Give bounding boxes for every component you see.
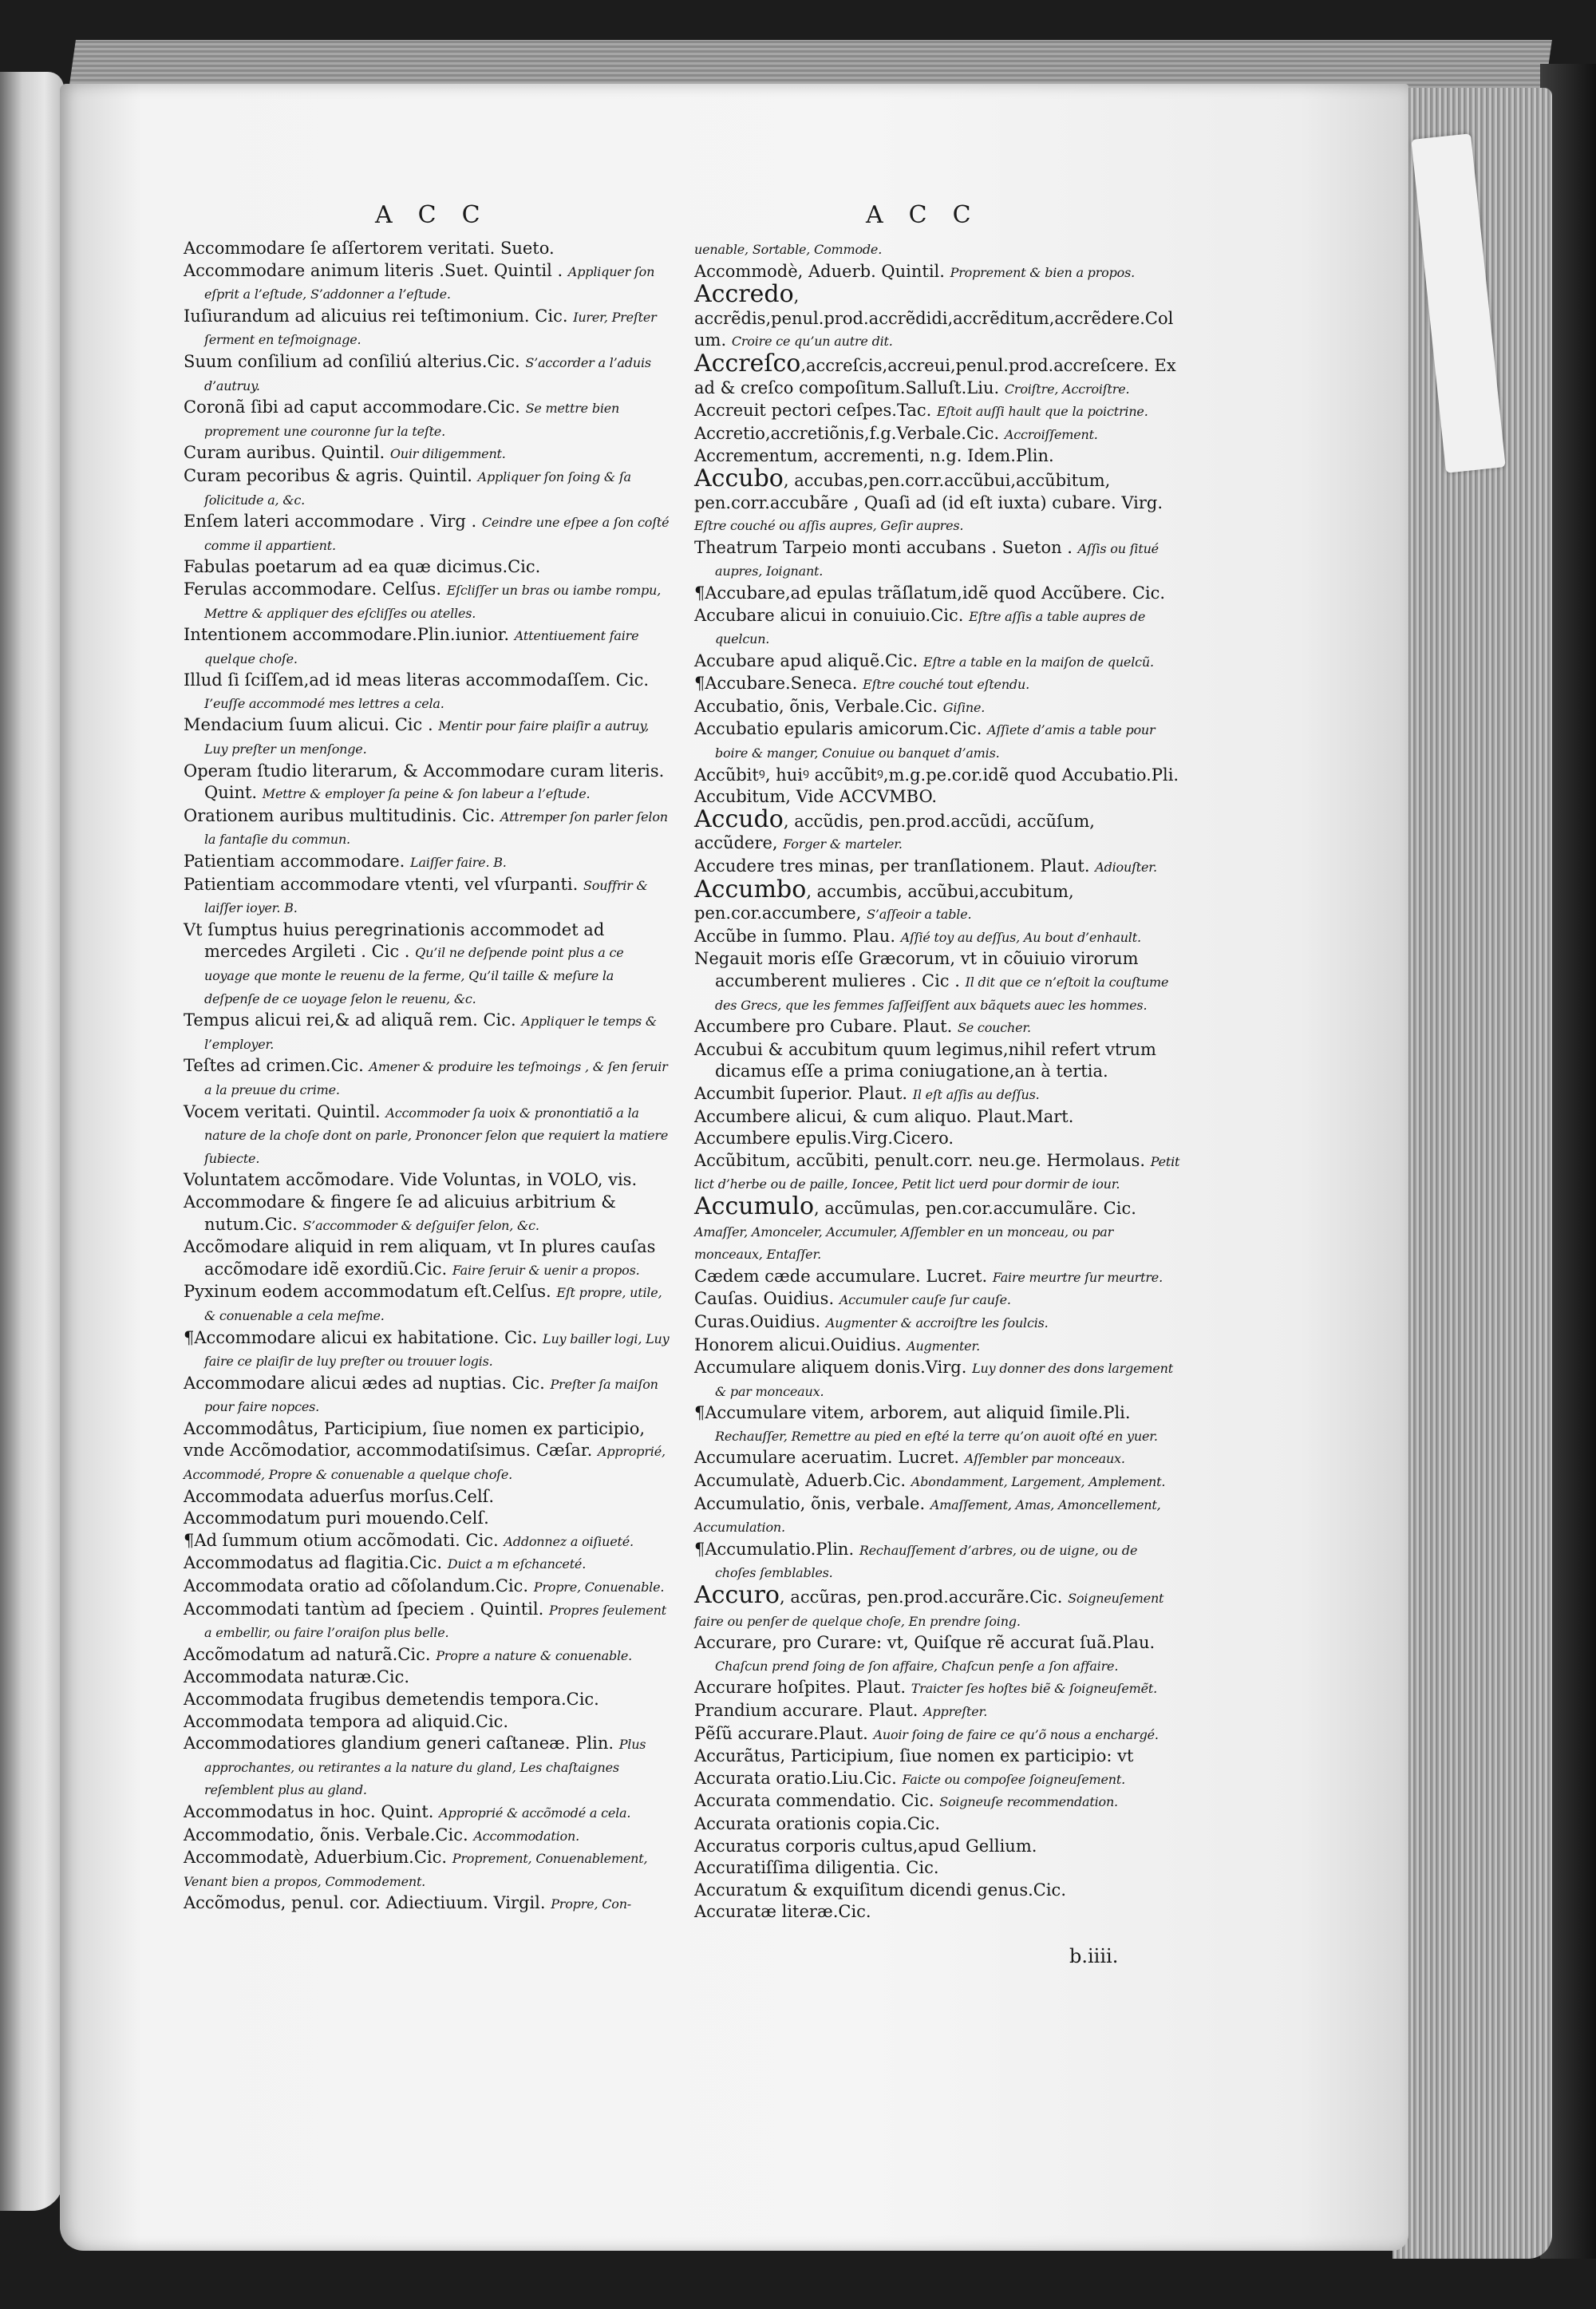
french-gloss: Duict a m eſchanceté. <box>447 1556 587 1572</box>
dictionary-entry <box>184 1236 670 1281</box>
latin-text: Honorem alicui.Ouidius. <box>694 1334 902 1354</box>
dictionary-entry <box>184 1508 670 1530</box>
latin-text: Accommodare animum literis .Suet. Quintil . <box>184 260 563 280</box>
dictionary-entry <box>184 1825 670 1848</box>
dictionary-entry <box>184 1327 670 1373</box>
latin-text: Accommodatus ad flagitia.Cic. <box>184 1553 443 1573</box>
dictionary-entry <box>184 874 670 919</box>
latin-text: Accurare, pro Curare: vt, Quiſque rẽ accurat ſuã.Plau. <box>694 1633 1156 1653</box>
dictionary-entry <box>184 1192 670 1236</box>
latin-text: Curam auribus. Quintil. <box>184 443 385 463</box>
french-gloss: Appreſter. <box>923 1704 988 1719</box>
dictionary-entry <box>694 948 1181 1016</box>
french-gloss: Eſtre couché ou aſſis aupres, Geſir aupres. <box>694 518 964 534</box>
dictionary-entry <box>694 1150 1181 1196</box>
french-gloss: Aſſembler par monceaux. <box>964 1451 1125 1467</box>
french-gloss: Augmenter & accroiſtre les ſoulcis. <box>825 1315 1049 1330</box>
dictionary-entry <box>184 1055 670 1101</box>
latin-text: ¶Ad ſummum otium accõmodati. Cic. <box>184 1530 499 1550</box>
dictionary-entry <box>694 1813 1181 1836</box>
french-gloss: Propre a nature & conuenable. <box>436 1647 633 1663</box>
french-gloss: Rechauſſer, Remettre au pied en eſté la terre qu’on auoit oſté en yuer. <box>715 1428 1158 1444</box>
headword: Accredo <box>694 280 794 309</box>
dictionary-entry <box>694 926 1181 949</box>
dictionary-entry <box>694 1447 1181 1470</box>
dictionary-entry <box>694 650 1181 674</box>
latin-text: Accreuit pectori ceſpes.Tac. <box>694 401 932 421</box>
french-gloss: Auoir ſoing de faire ce qu’õ nous a enchargé. <box>873 1726 1159 1742</box>
dictionary-entry <box>184 1169 670 1192</box>
french-gloss: Appliquer ſon eſprit a l’eſtude, S’addonner a l’eſtude. <box>204 263 655 302</box>
latin-text: Accubare alicui in conuiuio.Cic. <box>694 605 964 625</box>
dictionary-entry <box>694 1723 1181 1746</box>
dictionary-entry <box>694 1106 1181 1129</box>
french-gloss: Laiſſer faire. B. <box>410 855 507 871</box>
dictionary-entry <box>184 1599 670 1644</box>
latin-text: Accubatio, õnis, Verbale.Cic. <box>694 696 938 716</box>
latin-text: Accumulatè, Aduerb.Cic. <box>694 1471 907 1491</box>
french-gloss: Ouir diligemment. <box>389 446 506 462</box>
french-gloss: Appliquer ſon ſoing & ſa ſolicitude a, &c. <box>204 469 631 508</box>
dictionary-entry <box>184 351 670 397</box>
french-gloss: Amaſſer, Amonceler, Accumuler, Aſſembler en un monceau, ou par monceaux, Entaſſer. <box>694 1224 1114 1263</box>
latin-text: Accommodatum puri mouendo.Celſ. <box>184 1508 489 1528</box>
french-gloss: S’accommoder & deſguiſer ſelon, &c. <box>302 1217 539 1233</box>
french-gloss: Croire ce qu’un autre dit. <box>731 334 893 350</box>
latin-text: Negauit moris eſſe Græcorum, vt in cõuiuio virorum accumberent mulieres . Cic . <box>694 949 1139 990</box>
latin-text: Accũbe in ſummo. Plau. <box>694 926 895 946</box>
dictionary-entry <box>184 1530 670 1553</box>
latin-text: Voluntatem accõmodare. Vide Voluntas, in VOLO, vis. <box>184 1170 638 1190</box>
latin-text: Accumbere epulis.Virg.Cicero. <box>694 1129 954 1149</box>
dictionary-entry <box>184 1552 670 1576</box>
french-gloss: Approprié & accõmodé a cela. <box>439 1805 631 1821</box>
latin-text: Accumbere alicui, & cum aliquo. Plaut.Mart. <box>694 1106 1074 1126</box>
dictionary-entry <box>694 1493 1181 1539</box>
latin-text: ¶Accubare.Seneca. <box>694 674 858 694</box>
dictionary-entry <box>184 260 670 306</box>
dictionary-entry <box>184 1010 670 1055</box>
french-gloss: Aſſié toy au deſſus, Au bout d’enhault. <box>900 929 1141 945</box>
dictionary-entry <box>694 1857 1181 1880</box>
latin-text: Tempus alicui rei,& ad aliquã rem. Cic. <box>184 1010 516 1030</box>
latin-text: Accõmodus, penul. cor. Adiectiuum. Virgil. <box>184 1893 546 1913</box>
french-gloss: S’aſſeoir a table. <box>867 907 972 923</box>
latin-text: Accõmodatum ad naturã.Cic. <box>184 1644 431 1664</box>
headword: Accudo <box>694 805 784 833</box>
latin-text: Accumulare aceruatim. Lucret. <box>694 1448 960 1468</box>
french-gloss: Petit lict d’herbe ou de paille, Ioncee, Petit lict uerd pour dormir de iour. <box>694 1153 1180 1192</box>
dictionary-entry <box>694 605 1181 650</box>
french-gloss: Proprement & bien a propos. <box>950 264 1135 280</box>
french-gloss: I’euſſe accommodé mes lettres a cela. <box>204 695 444 711</box>
dictionary-entry <box>694 1470 1181 1493</box>
french-gloss: Attremper ſon parler ſelon la fantaſie du commun. <box>204 809 668 848</box>
latin-text: Accommodare & fingere ſe ad alicuius arbitrium & nutum.Cic. <box>184 1192 616 1234</box>
latin-text: ¶Accumulare vitem, arborem, aut aliquid ſimile.Pli. <box>694 1403 1131 1423</box>
dictionary-entry <box>694 537 1181 583</box>
french-gloss: Faicte ou compoſee ſoigneuſement. <box>902 1771 1125 1787</box>
french-gloss: Amaſſement, Amas, Amoncellement, Accumulation. <box>694 1497 1161 1536</box>
latin-text: Curam pecoribus & agris. Quintil. <box>184 465 472 485</box>
french-gloss: Appliquer le temps & l’employer. <box>204 1014 657 1052</box>
dictionary-entry <box>694 1836 1181 1858</box>
latin-text: Operam ſtudio literarum, & Accommodare curam literis. Quint. <box>184 761 665 803</box>
latin-text: Accõmodare aliquid in rem aliquam, vt In plures cauſas accõmodare idẽ exordiũ.Cic. <box>184 1237 656 1279</box>
latin-text: Accubui & accubitum quum legimus,nihil refert vtrum dicamus eſſe a prima coniugatione,an à tertia. <box>694 1039 1156 1081</box>
dictionary-entry <box>184 1644 670 1667</box>
latin-text: ¶Accommodare alicui ex habitatione. Cic. <box>184 1327 538 1347</box>
french-gloss: Forger & marteler. <box>783 836 903 852</box>
facing-page-edge <box>0 72 64 2211</box>
french-gloss: Eſcliſſer un bras ou iambe rompu, Mettre & appliquer des eſcliſſes ou atelles. <box>204 582 662 621</box>
dictionary-entry <box>184 1486 670 1508</box>
french-gloss: Iurer, Preſter ſerment en teſmoignage. <box>204 309 657 348</box>
latin-text: ¶Accumulatio.Plin. <box>694 1539 855 1559</box>
latin-text: Teſtes ad crimen.Cic. <box>184 1056 364 1076</box>
french-gloss: Addonnez a oiſiueté. <box>504 1533 634 1549</box>
latin-text: Coronã ſibi ad caput accommodare.Cic. <box>184 397 520 417</box>
french-gloss: Adiouſter. <box>1095 860 1157 876</box>
french-gloss: Preſter ſa maiſon pour faire nopces. <box>204 1376 658 1415</box>
dictionary-entry <box>694 696 1181 719</box>
latin-text: Accũbitum, accũbiti, penult.corr. neu.ge. Hermolaus. <box>694 1150 1146 1170</box>
latin-text: Accretio,accretiõnis,f.g.Verbale.Cic. <box>694 423 1000 443</box>
french-gloss: S’accorder a l’aduis d’autruy. <box>204 354 651 393</box>
dictionary-entry <box>694 1880 1181 1902</box>
french-gloss: Accommoder ſa uoix & pronontiatiõ a la nature de la choſe dont on parle, Prononcer ſelon que requiert la matiere ſubiecte. <box>204 1105 669 1166</box>
latin-text: Pyxinum eodem accommodatum eſt.Celſus. <box>184 1282 551 1302</box>
latin-text: Accrementum, accrementi, n.g. Idem.Plin. <box>694 446 1054 466</box>
dictionary-entry <box>694 1311 1181 1334</box>
dictionary-entry <box>694 1039 1181 1083</box>
dictionary-entry <box>184 397 670 442</box>
dictionary-entry <box>184 306 670 351</box>
dictionary-entry <box>694 1266 1181 1289</box>
latin-text: Vocem veritati. Quintil. <box>184 1101 381 1121</box>
latin-text: ,accreſcis,accreui,penul.prod.accreſcere. Ex ad & creſco compoſitum.Salluſt.Liu. <box>694 355 1176 397</box>
dictionary-entry <box>694 464 1181 537</box>
dictionary-entry <box>694 1128 1181 1150</box>
dictionary-entry <box>694 1539 1181 1584</box>
french-gloss: Accommodation. <box>473 1828 579 1844</box>
french-gloss: Abondamment, Largement, Amplement. <box>911 1474 1166 1490</box>
french-gloss: Mettre & employer ſa peine & ſon labeur a l’eſtude. <box>262 786 591 802</box>
dictionary-entry <box>694 1790 1181 1813</box>
french-gloss: Croiſtre, Accroiſtre. <box>1004 381 1130 397</box>
french-gloss: Giſine. <box>942 699 986 715</box>
french-gloss: Luy donner des dons largement & par monceaux. <box>715 1361 1173 1399</box>
dictionary-entry <box>184 851 670 874</box>
dictionary-entry <box>694 1192 1181 1266</box>
dictionary-entry <box>184 1418 670 1486</box>
dictionary-entry <box>694 1677 1181 1700</box>
latin-text: Theatrum Tarpeio monti accubans . Sueton . <box>694 537 1073 557</box>
latin-text: , accubas,pen.corr.accũbui,accũbitum, pen.corr.accubãre , Quaſi ad (id eſt iuxta) cubare. Virg. <box>694 470 1163 512</box>
latin-text: Curas.Ouidius. <box>694 1311 821 1331</box>
latin-text: Fabulas poetarum ad ea quæ dicimus.Cic. <box>184 557 541 577</box>
latin-text: Accuratæ literæ.Cic. <box>694 1902 871 1922</box>
latin-text: Orationem auribus multitudinis. Cic. <box>184 805 496 825</box>
latin-text: , accũdis, pen.prod.accũdi, accũſum, accũdere, <box>694 811 1095 853</box>
french-gloss: Rechauſſement d’arbres, ou de uigne, ou de choſes ſemblables. <box>715 1542 1138 1581</box>
latin-text: , accũras, pen.prod.accurãre.Cic. <box>780 1587 1063 1607</box>
dictionary-entry <box>694 673 1181 696</box>
dictionary-entry <box>694 1288 1181 1311</box>
dictionary-entry <box>184 1373 670 1418</box>
french-gloss: Accroiſſement. <box>1004 426 1098 442</box>
french-gloss: Mentir pour faire plaiſir a autruy, Luy preſter un menſonge. <box>204 718 650 757</box>
french-gloss: Amener & produire les teſmoings , & ſen ſeruir a la preuue du crime. <box>204 1059 668 1097</box>
latin-text: Suum conſilium ad conſiliú alterius.Cic. <box>184 351 520 371</box>
dictionary-entry <box>694 1016 1181 1039</box>
running-head-left: ACC <box>375 201 506 229</box>
dictionary-entry <box>694 875 1181 926</box>
left-column <box>184 238 670 1916</box>
latin-text: Pẽſũ accurare.Plaut. <box>694 1723 868 1743</box>
dictionary-entry <box>694 280 1181 353</box>
latin-text: Accudere tres minas, per tranſlationem. Plaut. <box>694 856 1090 876</box>
french-gloss: Qu’il ne deſpende point plus a ce uoyage que monte le reuenu de la ferme, Qu’il taille & meſure la deſpenſe de ce uoyage ſelon le reuenu, &c. <box>204 945 624 1006</box>
latin-text: Accommodatè, Aduerbium.Cic. <box>184 1848 448 1868</box>
dictionary-entry <box>184 556 670 579</box>
french-gloss: Chaſcun prend ſoing de ſon affaire, Chaſcun penſe a ſon affaire. <box>715 1658 1119 1674</box>
french-gloss: Eſt propre, utile, & conuenable a cela meſme. <box>204 1285 662 1323</box>
dictionary-entry <box>694 583 1181 605</box>
latin-text: Accurata commendatio. Cic. <box>694 1791 934 1811</box>
latin-text: Accubare apud aliquẽ.Cic. <box>694 650 918 670</box>
french-gloss: Attentiuement faire quelque choſe. <box>204 628 639 666</box>
latin-text: Cædem cæde accumulare. Lucret. <box>694 1266 988 1286</box>
latin-text: Patientiam accommodare vtenti, vel vſurpanti. <box>184 874 579 894</box>
french-gloss: Traicter ſes hoſtes biẽ & ſoigneuſemẽt. <box>911 1681 1157 1697</box>
latin-text: Accuratiſſima diligentia. Cic. <box>694 1858 939 1878</box>
dictionary-entry <box>694 1402 1181 1447</box>
latin-text: Accommodâtus, Participium, ſiue nomen ex participio, vnde Accõmodatior, accommodatiſsimus. Cæſar. <box>184 1418 646 1461</box>
dictionary-entry <box>184 1689 670 1711</box>
latin-text: Accuratus corporis cultus,apud Gellium. <box>694 1836 1037 1856</box>
french-gloss: Approprié, Accommodé, Propre & conuenable a quelque choſe. <box>184 1444 666 1483</box>
latin-text: Accommodè, Aduerb. Quintil. <box>694 261 945 281</box>
french-gloss: Aſſis ou ſitué aupres, Ioignant. <box>715 540 1159 579</box>
latin-text: Accumbere pro Cubare. Plaut. <box>694 1017 953 1037</box>
french-gloss: Eſtre a table en la maiſon de quelcũ. <box>922 654 1154 670</box>
latin-text: Accommodata oratio ad cõſolandum.Cic. <box>184 1576 529 1596</box>
latin-text: Accurãtus, Participium, ſiue nomen ex participio: vt Accurata oratio.Liu.Cic. <box>694 1746 1134 1788</box>
dictionary-entry <box>184 442 670 465</box>
headword: Accumbo <box>694 875 807 903</box>
latin-text: Accũbitꝰ, huiꝰ accũbitꝰ,m.g.pe.cor.idẽ quod Accubatio.Pli. <box>694 765 1179 785</box>
dictionary-entry <box>694 1083 1181 1106</box>
dictionary-entry <box>184 805 670 851</box>
dictionary-entry <box>184 1667 670 1689</box>
french-gloss: Faire meurtre ſur meurtre. <box>992 1269 1163 1285</box>
dictionary-entry <box>694 1700 1181 1723</box>
dictionary-entry <box>184 1101 670 1170</box>
latin-text: Accumulare aliquem donis.Virg. <box>694 1358 967 1378</box>
headword: Accreſco <box>694 349 801 378</box>
latin-text: Ferulas accommodare. Celſus. <box>184 579 441 599</box>
dictionary-entry <box>694 349 1181 400</box>
dictionary-entry <box>184 511 670 556</box>
dictionary-entry <box>184 465 670 511</box>
latin-text: Accommodatiores glandium generi caſtaneæ. Plin. <box>184 1734 614 1753</box>
dictionary-entry <box>184 1576 670 1599</box>
french-gloss: Soigneuſe recommendation. <box>939 1794 1118 1810</box>
dictionary-entry <box>184 714 670 760</box>
french-gloss: Propre, Conuenable. <box>533 1580 665 1595</box>
dictionary-entry <box>694 1901 1181 1924</box>
french-gloss: Aſſiete d’amis a table pour boire & manger, Conuiue ou banquet d’amis. <box>715 722 1156 761</box>
latin-text: Cauſas. Ouidius. <box>694 1289 835 1309</box>
dictionary-entry <box>184 238 670 260</box>
french-gloss: Eſtre couché tout eſtendu. <box>863 677 1029 693</box>
latin-text: Accommodatio, õnis. Verbale.Cic. <box>184 1825 468 1844</box>
dictionary-entry <box>694 765 1181 787</box>
headword: Accumulo <box>694 1192 815 1220</box>
latin-text: Accumbit ſuperior. Plaut. <box>694 1083 908 1103</box>
french-gloss: Il eſt aſſis au deſſus. <box>912 1086 1040 1102</box>
latin-text: Illud ſi ſciſſem,ad id meas literas accommodaſſem. Cic. <box>184 670 650 690</box>
dictionary-entry <box>694 400 1181 423</box>
dictionary-entry <box>694 805 1181 856</box>
latin-text: ¶Accubare,ad epulas trãſlatum,idẽ quod Accũbere. Cic. <box>694 583 1166 603</box>
latin-text: Mendacium ſuum alicui. Cic . <box>184 715 433 735</box>
latin-text: Accuratum & exquiſitum dicendi genus.Cic. <box>694 1880 1066 1900</box>
french-gloss: Il dit que ce n’eſtoit la couſtume des Grecs, que les femmes ſaſſeiſſent aux bãquets auec les hommes. <box>715 975 1169 1013</box>
latin-text: Accommodata aduerſus morſus.Celſ. <box>184 1486 495 1506</box>
latin-text: Accommodare alicui ædes ad nuptias. Cic. <box>184 1373 545 1393</box>
dictionary-entry <box>184 919 670 1010</box>
latin-text: Accommodare ſe aſſertorem veritati. Sueto. <box>184 239 555 258</box>
french-gloss: Luy bailler logi, Luy faire ce plaiſir de luy preſter ou trouuer logis. <box>204 1330 670 1370</box>
latin-text: , accumbis, accũbui,accubitum, pen.cor.accumbere, <box>694 881 1074 923</box>
latin-text: Accommodata naturæ.Cic. <box>184 1667 410 1687</box>
dictionary-entry <box>184 1847 670 1892</box>
french-gloss: Propre, Con- <box>551 1896 631 1912</box>
french-gloss: Eſtoit auſſi hault que la poictrine. <box>936 404 1148 420</box>
latin-text: Patientiam accommodare. <box>184 852 405 872</box>
dictionary-entry <box>184 624 670 670</box>
headword: Accuro <box>694 1581 780 1610</box>
signature-mark: b.iiii. <box>1069 1945 1119 1967</box>
french-gloss: Ceindre une eſpee a ſon coſté comme il appartient. <box>204 515 670 553</box>
latin-text: Accommodata frugibus demetendis tempora.Cic. <box>184 1690 599 1709</box>
dictionary-entry <box>694 1334 1181 1358</box>
dictionary-entry <box>694 718 1181 764</box>
dictionary-entry <box>694 1746 1181 1790</box>
french-gloss: Se mettre bien proprement une couronne ſur la teſte. <box>204 401 620 439</box>
dictionary-entry <box>184 761 670 805</box>
french-gloss: Faire ſeruir & uenir a propos. <box>452 1262 640 1278</box>
dictionary-entry <box>184 1801 670 1825</box>
headword: Accubo <box>694 464 784 492</box>
latin-text: Iuſiurandum ad alicuius rei teſtimonium. Cic. <box>184 306 568 326</box>
dictionary-entry <box>184 670 670 714</box>
french-gloss: Proprement, Conuenablement, Venant bien a propos, Commodement. <box>184 1851 648 1889</box>
latin-text: Accumulatio, õnis, verbale. <box>694 1493 926 1513</box>
french-gloss: uenable, Sortable, Commode. <box>694 242 883 257</box>
latin-text: Accurare hoſpites. Plaut. <box>694 1678 907 1698</box>
dictionary-entry <box>184 1281 670 1326</box>
latin-text: , accrẽdis,penul.prod.accrẽdidi,accrẽditum,accrẽdere.Colum. <box>694 287 1174 350</box>
french-gloss: Se coucher. <box>958 1020 1031 1036</box>
latin-text: Accubatio epularis amicorum.Cic. <box>694 719 982 739</box>
latin-text: Accubitum, Vide ACCVMBO. <box>694 787 938 807</box>
french-gloss: Accumuler cauſe ſur cauſe. <box>839 1292 1011 1308</box>
dictionary-entry <box>184 1733 670 1801</box>
dictionary-entry <box>694 423 1181 446</box>
latin-text: Intentionem accommodare.Plin.iunior. <box>184 625 510 645</box>
french-gloss: Soigneuſement faire ou penſer de quelque choſe, En prendre ſoing. <box>694 1591 1164 1629</box>
dictionary-entry <box>184 1711 670 1734</box>
latin-text: Accurata orationis copia.Cic. <box>694 1813 941 1833</box>
latin-text: Enſem lateri accommodare . Virg . <box>184 512 477 532</box>
latin-text: Accommodata tempora ad aliquid.Cic. <box>184 1711 509 1731</box>
french-gloss: Augmenter. <box>907 1338 981 1354</box>
latin-text: Accommodati tantùm ad ſpeciem . Quintil. <box>184 1599 544 1619</box>
french-gloss: Eſtre aſſis a table aupres de quelcun. <box>715 608 1146 647</box>
latin-text: Vt ſumptus huius peregrinationis accommodet ad mercedes Argileti . Cic . <box>184 919 605 962</box>
latin-text: , accũmulas, pen.cor.accumulãre. Cic. <box>814 1198 1136 1218</box>
latin-text: Accommodatus in hoc. Quint. <box>184 1801 434 1821</box>
french-gloss: Souffrir & laiſſer ioyer. B. <box>204 877 648 916</box>
french-gloss: Plus approchantes, ou retirantes a la nature du gland, Les chaſtaignes reſemblent plus au gland. <box>204 1737 646 1798</box>
french-gloss: Propres ſeulement a embellir, ou faire l’oraiſon plus belle. <box>204 1602 666 1641</box>
running-head-right: ACC <box>866 201 997 229</box>
latin-text: Prandium accurare. Plaut. <box>694 1701 918 1720</box>
dictionary-entry <box>694 1581 1181 1632</box>
dictionary-entry <box>694 1357 1181 1402</box>
dictionary-entry <box>694 1632 1181 1677</box>
dictionary-entry <box>694 238 1181 261</box>
dictionary-entry <box>184 1892 670 1916</box>
dictionary-entry <box>184 579 670 624</box>
right-column <box>694 238 1181 1924</box>
